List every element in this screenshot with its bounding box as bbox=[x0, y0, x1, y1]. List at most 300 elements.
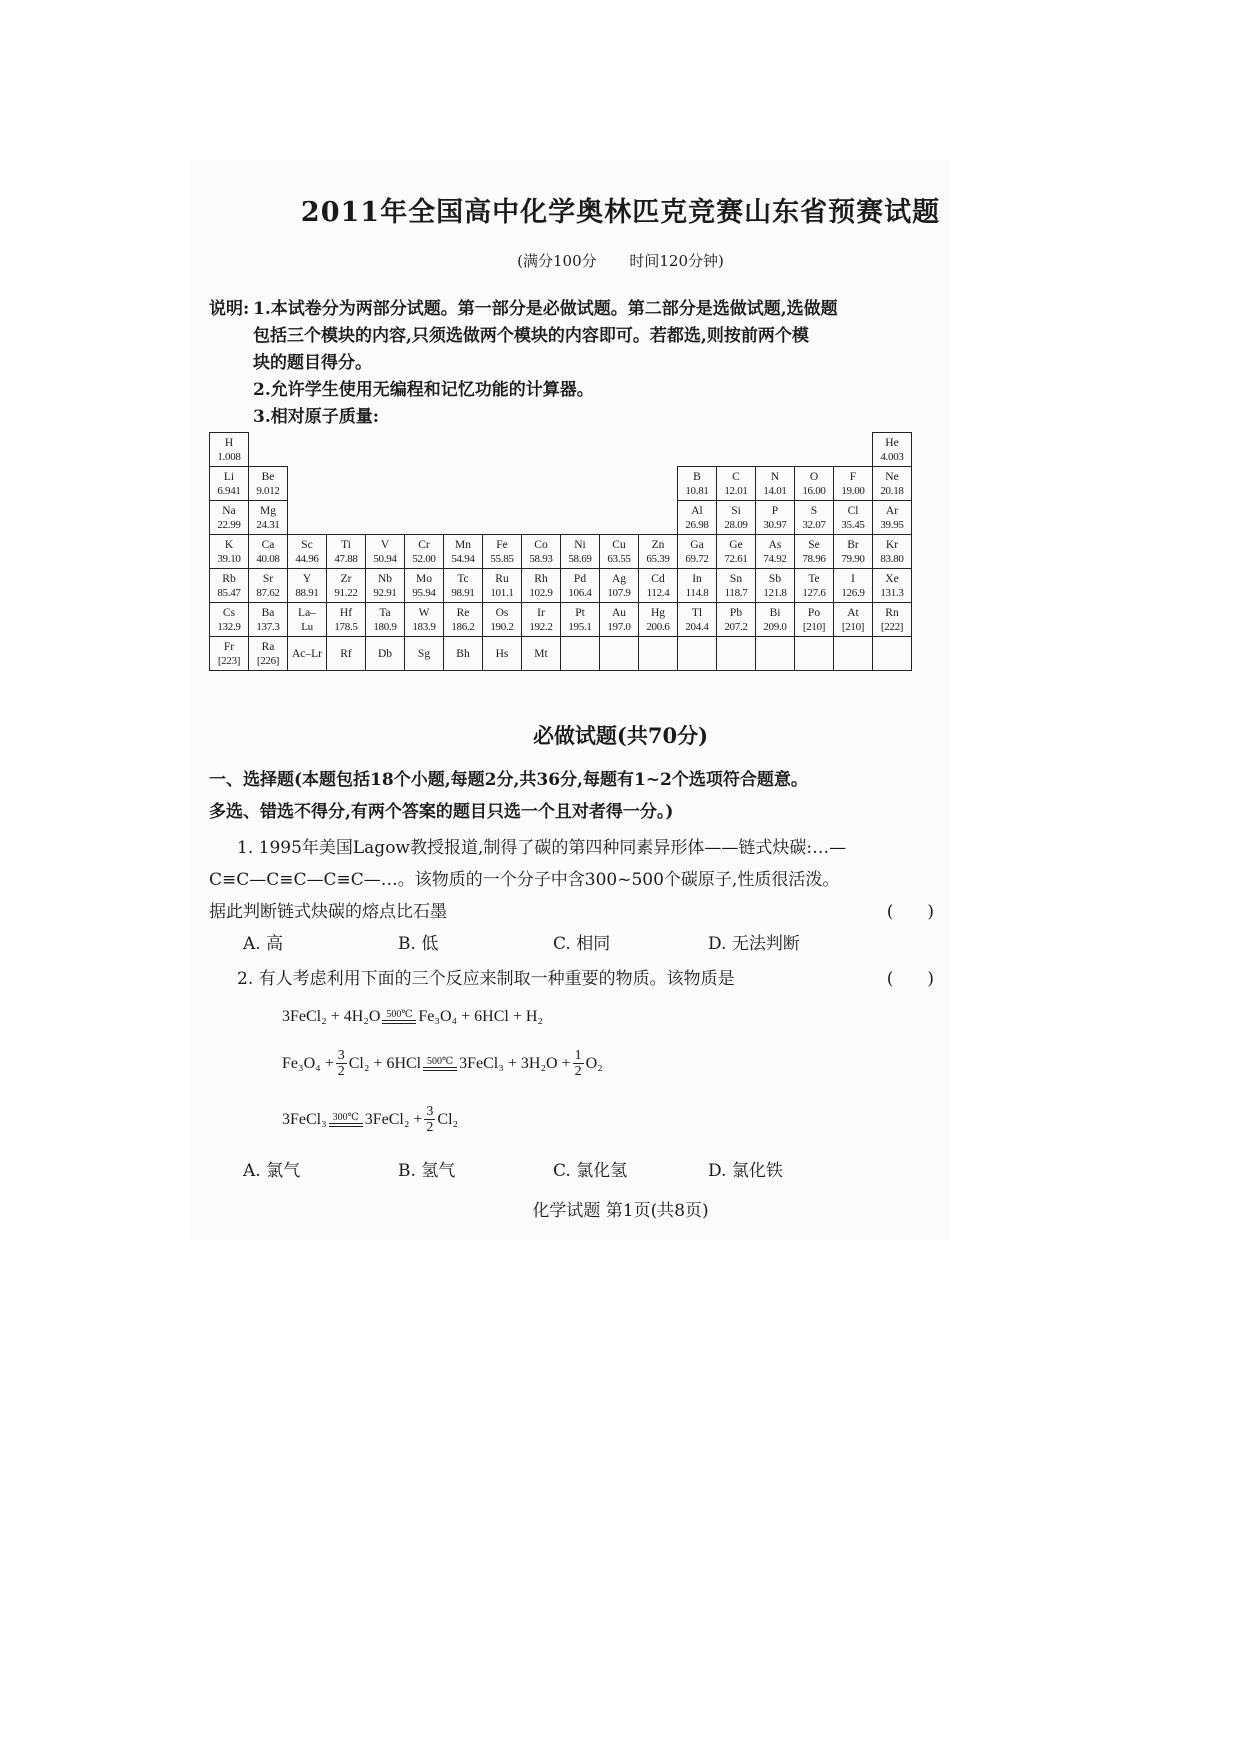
element-symbol: Ne bbox=[885, 470, 899, 483]
element-ar bbox=[873, 501, 912, 535]
atomic-mass: 83.80 bbox=[880, 552, 904, 565]
element-symbol: Mo bbox=[416, 572, 432, 585]
atomic-mass: 58.93 bbox=[529, 552, 553, 565]
empty-cell bbox=[561, 467, 600, 501]
q1-options bbox=[209, 928, 934, 960]
element-symbol: Cu bbox=[612, 538, 626, 551]
empty-cell bbox=[600, 501, 639, 535]
atomic-mass: 178.5 bbox=[334, 620, 358, 633]
q1-option-c: C. 相同 bbox=[553, 934, 611, 954]
element-pb bbox=[717, 603, 756, 637]
element-symbol: Nb bbox=[377, 572, 393, 585]
element-in bbox=[678, 569, 717, 603]
element-au bbox=[600, 603, 639, 637]
element-symbol: Fe bbox=[496, 538, 508, 551]
atomic-mass: 79.90 bbox=[841, 552, 865, 565]
empty-cell bbox=[249, 433, 288, 467]
note-2: 2.允许学生使用无编程和记忆功能的计算器。 bbox=[253, 380, 594, 400]
empty-cell bbox=[834, 433, 873, 467]
element-symbol: Mn bbox=[455, 538, 471, 551]
element-sn bbox=[717, 569, 756, 603]
element-ni bbox=[561, 535, 600, 569]
empty-cell bbox=[483, 433, 522, 467]
q1-option-a: A. 高 bbox=[243, 934, 284, 954]
atomic-mass: 52.00 bbox=[412, 552, 436, 565]
element-symbol: Db bbox=[377, 647, 393, 660]
empty-cell bbox=[366, 501, 405, 535]
atomic-mass: 44.96 bbox=[295, 552, 319, 565]
element-symbol: Rb bbox=[222, 572, 236, 585]
element-bi bbox=[756, 603, 795, 637]
time-limit: 时间120分钟) bbox=[629, 252, 724, 270]
atomic-mass: 35.45 bbox=[841, 518, 865, 531]
empty-cell bbox=[639, 433, 678, 467]
atomic-mass: 101.1 bbox=[490, 586, 514, 599]
full-score: (满分100分 bbox=[517, 252, 597, 270]
element-la bbox=[288, 603, 327, 637]
element-symbol: H bbox=[224, 436, 234, 449]
element-symbol: Na bbox=[222, 504, 236, 517]
blank-element-cell bbox=[561, 637, 600, 671]
element-s bbox=[795, 501, 834, 535]
element-symbol: V bbox=[380, 538, 390, 551]
element-sc bbox=[288, 535, 327, 569]
blank-element-cell bbox=[717, 637, 756, 671]
atomic-mass: Lu bbox=[301, 620, 313, 633]
element-symbol: Ac–Lr bbox=[291, 647, 322, 660]
element-symbol: Li bbox=[223, 470, 235, 483]
note-1-line-2: 包括三个模块的内容,只须选做两个模块的内容即可。若都选,则按前两个模 bbox=[253, 326, 809, 346]
atomic-mass: 12.01 bbox=[724, 484, 748, 497]
atomic-mass: 20.18 bbox=[880, 484, 904, 497]
empty-cell bbox=[366, 467, 405, 501]
empty-cell bbox=[327, 467, 366, 501]
element-rh bbox=[522, 569, 561, 603]
element-ag bbox=[600, 569, 639, 603]
empty-cell bbox=[639, 467, 678, 501]
element-aclr bbox=[288, 637, 327, 671]
atomic-mass: 50.94 bbox=[373, 552, 397, 565]
element-co bbox=[522, 535, 561, 569]
atomic-mass: 39.10 bbox=[217, 552, 241, 565]
q2-option-d: D. 氯化铁 bbox=[708, 1161, 783, 1181]
element-symbol: At bbox=[847, 606, 859, 619]
element-se bbox=[795, 535, 834, 569]
blank-element-cell bbox=[873, 637, 912, 671]
atomic-mass: 55.85 bbox=[490, 552, 514, 565]
instructions-lead: 说明: bbox=[209, 299, 250, 319]
question-2-options bbox=[209, 1156, 934, 1181]
q1-answer-paren: ( ) bbox=[886, 902, 934, 922]
atomic-mass: 106.4 bbox=[568, 586, 592, 599]
element-symbol: Rn bbox=[885, 606, 899, 619]
empty-cell bbox=[405, 467, 444, 501]
atomic-mass: 92.91 bbox=[373, 586, 397, 599]
element-symbol: B bbox=[693, 470, 701, 483]
element-i bbox=[834, 569, 873, 603]
atomic-mass: 195.1 bbox=[568, 620, 592, 633]
element-symbol: Rh bbox=[534, 572, 548, 585]
element-fe bbox=[483, 535, 522, 569]
periodic-row bbox=[210, 637, 912, 671]
note-1-line-3: 块的题目得分。 bbox=[253, 353, 372, 373]
blank-element-cell bbox=[600, 637, 639, 671]
q2-option-b: B. 氢气 bbox=[398, 1161, 456, 1181]
element-symbol: Sb bbox=[768, 572, 782, 585]
atomic-mass: 131.3 bbox=[880, 586, 904, 599]
section-title: 必做试题(共70分) bbox=[532, 723, 709, 748]
atomic-mass: 180.9 bbox=[373, 620, 397, 633]
element-symbol: Rf bbox=[340, 647, 352, 660]
element-symbol: Hf bbox=[339, 606, 353, 619]
eq1-left: 3FeCl₂ + 4H₂O bbox=[282, 1008, 381, 1025]
empty-cell bbox=[561, 433, 600, 467]
atomic-mass: 107.9 bbox=[607, 586, 631, 599]
empty-cell bbox=[327, 433, 366, 467]
atomic-mass: 26.98 bbox=[685, 518, 709, 531]
empty-cell bbox=[288, 467, 327, 501]
element-symbol: Ir bbox=[537, 606, 545, 619]
empty-cell bbox=[600, 467, 639, 501]
empty-cell bbox=[717, 433, 756, 467]
eq3-left: 3FeCl₃ bbox=[282, 1110, 327, 1128]
element-symbol: Kr bbox=[885, 538, 899, 551]
element-symbol: Hs bbox=[495, 647, 509, 660]
element-symbol: Mg bbox=[260, 504, 276, 517]
element-symbol: Ni bbox=[574, 538, 586, 551]
element-y bbox=[288, 569, 327, 603]
element-he bbox=[873, 433, 912, 467]
element-symbol: As bbox=[768, 538, 782, 551]
eq2-part-a: Fe₃O₄ + bbox=[282, 1054, 334, 1072]
eq2-condition: 500℃ bbox=[423, 1057, 457, 1071]
atomic-mass: 190.2 bbox=[490, 620, 514, 633]
empty-cell bbox=[444, 501, 483, 535]
q2-answer-paren: ( ) bbox=[886, 969, 934, 989]
element-symbol: F bbox=[849, 470, 857, 483]
element-ta bbox=[366, 603, 405, 637]
element-pt bbox=[561, 603, 600, 637]
eq2-fraction-2: $\frac{1}{2}$ bbox=[574, 1048, 582, 1079]
element-ca bbox=[249, 535, 288, 569]
empty-cell bbox=[405, 501, 444, 535]
element-na bbox=[210, 501, 249, 535]
periodic-row bbox=[210, 501, 912, 535]
atomic-mass: 10.81 bbox=[685, 484, 709, 497]
element-ge bbox=[717, 535, 756, 569]
element-si bbox=[717, 501, 756, 535]
eq3-right: 3FeCl₂ + bbox=[364, 1110, 423, 1128]
atomic-mass: [222] bbox=[880, 620, 904, 633]
atomic-mass: 19.00 bbox=[841, 484, 865, 497]
atomic-mass: 40.08 bbox=[256, 552, 280, 565]
element-ne bbox=[873, 467, 912, 501]
empty-cell bbox=[405, 433, 444, 467]
atomic-mass: 9.012 bbox=[256, 484, 280, 497]
element-symbol: Cs bbox=[222, 606, 236, 619]
atomic-mass: 69.72 bbox=[685, 552, 709, 565]
element-symbol: Be bbox=[261, 470, 275, 483]
element-symbol: Pb bbox=[729, 606, 743, 619]
eq3-end: Cl₂ bbox=[437, 1110, 459, 1128]
blank-element-cell bbox=[834, 637, 873, 671]
empty-cell bbox=[288, 501, 327, 535]
element-symbol: Hg bbox=[650, 606, 666, 619]
element-sr bbox=[249, 569, 288, 603]
element-ru bbox=[483, 569, 522, 603]
empty-cell bbox=[639, 501, 678, 535]
element-h bbox=[210, 433, 249, 467]
element-symbol: C bbox=[732, 470, 740, 483]
eq2-fraction-1: $\frac{3}{2}$ bbox=[337, 1048, 345, 1079]
instructions bbox=[209, 296, 934, 431]
periodic-table bbox=[209, 432, 912, 671]
atomic-mass: 85.47 bbox=[217, 586, 241, 599]
periodic-row bbox=[210, 603, 912, 637]
atomic-mass: 58.69 bbox=[568, 552, 592, 565]
element-symbol: Te bbox=[808, 572, 820, 585]
question-1 bbox=[209, 832, 934, 960]
element-ti bbox=[327, 535, 366, 569]
element-symbol: Sc bbox=[301, 538, 313, 551]
atomic-mass: 132.9 bbox=[217, 620, 241, 633]
element-symbol: Ru bbox=[495, 572, 509, 585]
element-te bbox=[795, 569, 834, 603]
element-mt bbox=[522, 637, 561, 671]
atomic-mass: [210] bbox=[841, 620, 865, 633]
element-symbol: Ta bbox=[379, 606, 391, 619]
empty-cell bbox=[561, 501, 600, 535]
eq1-right: Fe₃O₄ + 6HCl + H₂ bbox=[418, 1008, 543, 1025]
element-symbol: Sr bbox=[262, 572, 274, 585]
atomic-mass: 47.88 bbox=[334, 552, 358, 565]
empty-cell bbox=[600, 433, 639, 467]
element-cl bbox=[834, 501, 873, 535]
page-title: 2011年全国高中化学奥林匹克竞赛山东省预赛试题 bbox=[300, 197, 941, 228]
element-sb bbox=[756, 569, 795, 603]
atomic-mass: [223] bbox=[217, 654, 241, 667]
element-symbol: Cl bbox=[847, 504, 859, 517]
eq2-part-d: O₂ bbox=[585, 1054, 603, 1072]
element-o bbox=[795, 467, 834, 501]
element-os bbox=[483, 603, 522, 637]
eq2-part-b: Cl₂ + 6HCl bbox=[348, 1054, 422, 1072]
atomic-mass: 102.9 bbox=[529, 586, 553, 599]
empty-cell bbox=[795, 433, 834, 467]
note-3: 3.相对原子质量: bbox=[253, 407, 380, 427]
part1-line-1: 一、选择题(本题包括18个小题,每题2分,共36分,每题有1~2个选项符合题意。 bbox=[209, 770, 808, 790]
atomic-mass: 91.22 bbox=[334, 586, 358, 599]
element-mn bbox=[444, 535, 483, 569]
element-symbol: Pd bbox=[573, 572, 587, 585]
periodic-row bbox=[210, 569, 912, 603]
equation-1 bbox=[282, 1008, 543, 1026]
element-symbol: He bbox=[885, 436, 899, 449]
element-symbol: P bbox=[771, 504, 779, 517]
blank-element-cell bbox=[639, 637, 678, 671]
element-symbol: Re bbox=[456, 606, 470, 619]
blank-element-cell bbox=[678, 637, 717, 671]
q1-line-3: 据此判断链式炔碳的熔点比石墨 bbox=[209, 902, 447, 922]
atomic-mass: 137.3 bbox=[256, 620, 280, 633]
atomic-mass: 183.9 bbox=[412, 620, 436, 633]
element-symbol: Pt bbox=[575, 606, 585, 619]
element-cs bbox=[210, 603, 249, 637]
element-symbol: W bbox=[418, 606, 430, 619]
element-hs bbox=[483, 637, 522, 671]
element-p bbox=[756, 501, 795, 535]
page-footer: 化学试题 第1页(共8页) bbox=[532, 1201, 709, 1221]
element-symbol: Bh bbox=[456, 647, 470, 660]
element-symbol: Po bbox=[807, 606, 821, 619]
element-zr bbox=[327, 569, 366, 603]
element-cd bbox=[639, 569, 678, 603]
element-re bbox=[444, 603, 483, 637]
blank-element-cell bbox=[795, 637, 834, 671]
empty-cell bbox=[522, 433, 561, 467]
element-symbol: Br bbox=[847, 538, 859, 551]
element-cr bbox=[405, 535, 444, 569]
atomic-mass: 54.94 bbox=[451, 552, 475, 565]
element-bh bbox=[444, 637, 483, 671]
element-symbol: Tc bbox=[457, 572, 469, 585]
atomic-mass: [210] bbox=[802, 620, 826, 633]
eq3-condition: 300℃ bbox=[329, 1113, 363, 1127]
atomic-mass: 28.09 bbox=[724, 518, 748, 531]
part1-intro bbox=[209, 764, 934, 828]
element-symbol: N bbox=[770, 470, 780, 483]
atomic-mass: 74.92 bbox=[763, 552, 787, 565]
element-b bbox=[678, 467, 717, 501]
element-symbol: O bbox=[809, 470, 819, 483]
atomic-mass: 63.55 bbox=[607, 552, 631, 565]
atomic-mass: 204.4 bbox=[685, 620, 709, 633]
element-po bbox=[795, 603, 834, 637]
atomic-mass: 118.7 bbox=[724, 586, 748, 599]
element-w bbox=[405, 603, 444, 637]
atomic-mass: 98.91 bbox=[451, 586, 475, 599]
element-as bbox=[756, 535, 795, 569]
element-symbol: Co bbox=[534, 538, 548, 551]
element-pd bbox=[561, 569, 600, 603]
element-hg bbox=[639, 603, 678, 637]
atomic-mass: 127.6 bbox=[802, 586, 826, 599]
element-symbol: Si bbox=[731, 504, 741, 517]
element-symbol: Ga bbox=[690, 538, 704, 551]
element-al bbox=[678, 501, 717, 535]
periodic-row bbox=[210, 535, 912, 569]
element-li bbox=[210, 467, 249, 501]
element-symbol: Cd bbox=[651, 572, 665, 585]
empty-cell bbox=[288, 433, 327, 467]
element-tl bbox=[678, 603, 717, 637]
element-symbol: I bbox=[851, 572, 855, 585]
q2-stem: 2. 有人考虑利用下面的三个反应来制取一种重要的物质。该物质是 bbox=[237, 969, 735, 989]
atomic-mass: 126.9 bbox=[841, 586, 865, 599]
element-symbol: Sn bbox=[729, 572, 743, 585]
element-ir bbox=[522, 603, 561, 637]
element-nb bbox=[366, 569, 405, 603]
empty-cell bbox=[756, 433, 795, 467]
element-rn bbox=[873, 603, 912, 637]
q2-option-c: C. 氯化氢 bbox=[553, 1161, 628, 1181]
element-symbol: In bbox=[692, 572, 702, 585]
element-xe bbox=[873, 569, 912, 603]
empty-cell bbox=[444, 467, 483, 501]
atomic-mass: 112.4 bbox=[646, 586, 670, 599]
element-sg bbox=[405, 637, 444, 671]
element-symbol: Fr bbox=[223, 640, 235, 653]
element-symbol: K bbox=[224, 538, 234, 551]
element-symbol: Mt bbox=[534, 647, 548, 660]
element-ga bbox=[678, 535, 717, 569]
atomic-mass: 209.0 bbox=[763, 620, 787, 633]
element-symbol: Zr bbox=[340, 572, 352, 585]
question-2-stem bbox=[209, 964, 934, 989]
element-symbol: Tl bbox=[691, 606, 703, 619]
empty-cell bbox=[522, 467, 561, 501]
atomic-mass: 114.8 bbox=[685, 586, 709, 599]
q1-option-b: B. 低 bbox=[398, 934, 439, 954]
element-at bbox=[834, 603, 873, 637]
eq3-fraction: $\frac{3}{2}$ bbox=[426, 1104, 434, 1135]
atomic-mass: 4.003 bbox=[880, 450, 904, 463]
element-symbol: Ca bbox=[261, 538, 275, 551]
element-rf bbox=[327, 637, 366, 671]
element-kr bbox=[873, 535, 912, 569]
element-v bbox=[366, 535, 405, 569]
atomic-mass: 16.00 bbox=[802, 484, 826, 497]
atomic-mass: 65.39 bbox=[646, 552, 670, 565]
periodic-row bbox=[210, 467, 912, 501]
element-symbol: Xe bbox=[885, 572, 899, 585]
empty-cell bbox=[444, 433, 483, 467]
element-symbol: Y bbox=[302, 572, 312, 585]
element-symbol: Os bbox=[495, 606, 509, 619]
element-symbol: Al bbox=[691, 504, 703, 517]
element-fr bbox=[210, 637, 249, 671]
element-ba bbox=[249, 603, 288, 637]
eq2-part-c: 3FeCl₃ + 3H₂O + bbox=[459, 1054, 571, 1072]
atomic-mass: 32.07 bbox=[802, 518, 826, 531]
atomic-mass: 192.2 bbox=[529, 620, 553, 633]
atomic-mass: 22.99 bbox=[217, 518, 241, 531]
atomic-mass: 88.91 bbox=[295, 586, 319, 599]
empty-cell bbox=[522, 501, 561, 535]
element-tc bbox=[444, 569, 483, 603]
element-symbol: Sg bbox=[417, 647, 431, 660]
periodic-row bbox=[210, 433, 912, 467]
atomic-mass: 87.62 bbox=[256, 586, 280, 599]
element-mg bbox=[249, 501, 288, 535]
element-symbol: Se bbox=[808, 538, 820, 551]
atomic-mass: 1.008 bbox=[217, 450, 241, 463]
element-symbol: Ge bbox=[729, 538, 743, 551]
element-symbol: S bbox=[810, 504, 818, 517]
empty-cell bbox=[483, 467, 522, 501]
blank-element-cell bbox=[756, 637, 795, 671]
part1-line-2: 多选、错选不得分,有两个答案的题目只选一个且对者得一分。) bbox=[209, 802, 674, 822]
element-n bbox=[756, 467, 795, 501]
equation-3 bbox=[282, 1104, 458, 1135]
element-db bbox=[366, 637, 405, 671]
element-symbol: Ti bbox=[341, 538, 351, 551]
element-be bbox=[249, 467, 288, 501]
equation-2 bbox=[282, 1048, 603, 1079]
element-symbol: Cr bbox=[418, 538, 430, 551]
element-symbol: Ba bbox=[261, 606, 275, 619]
empty-cell bbox=[678, 433, 717, 467]
